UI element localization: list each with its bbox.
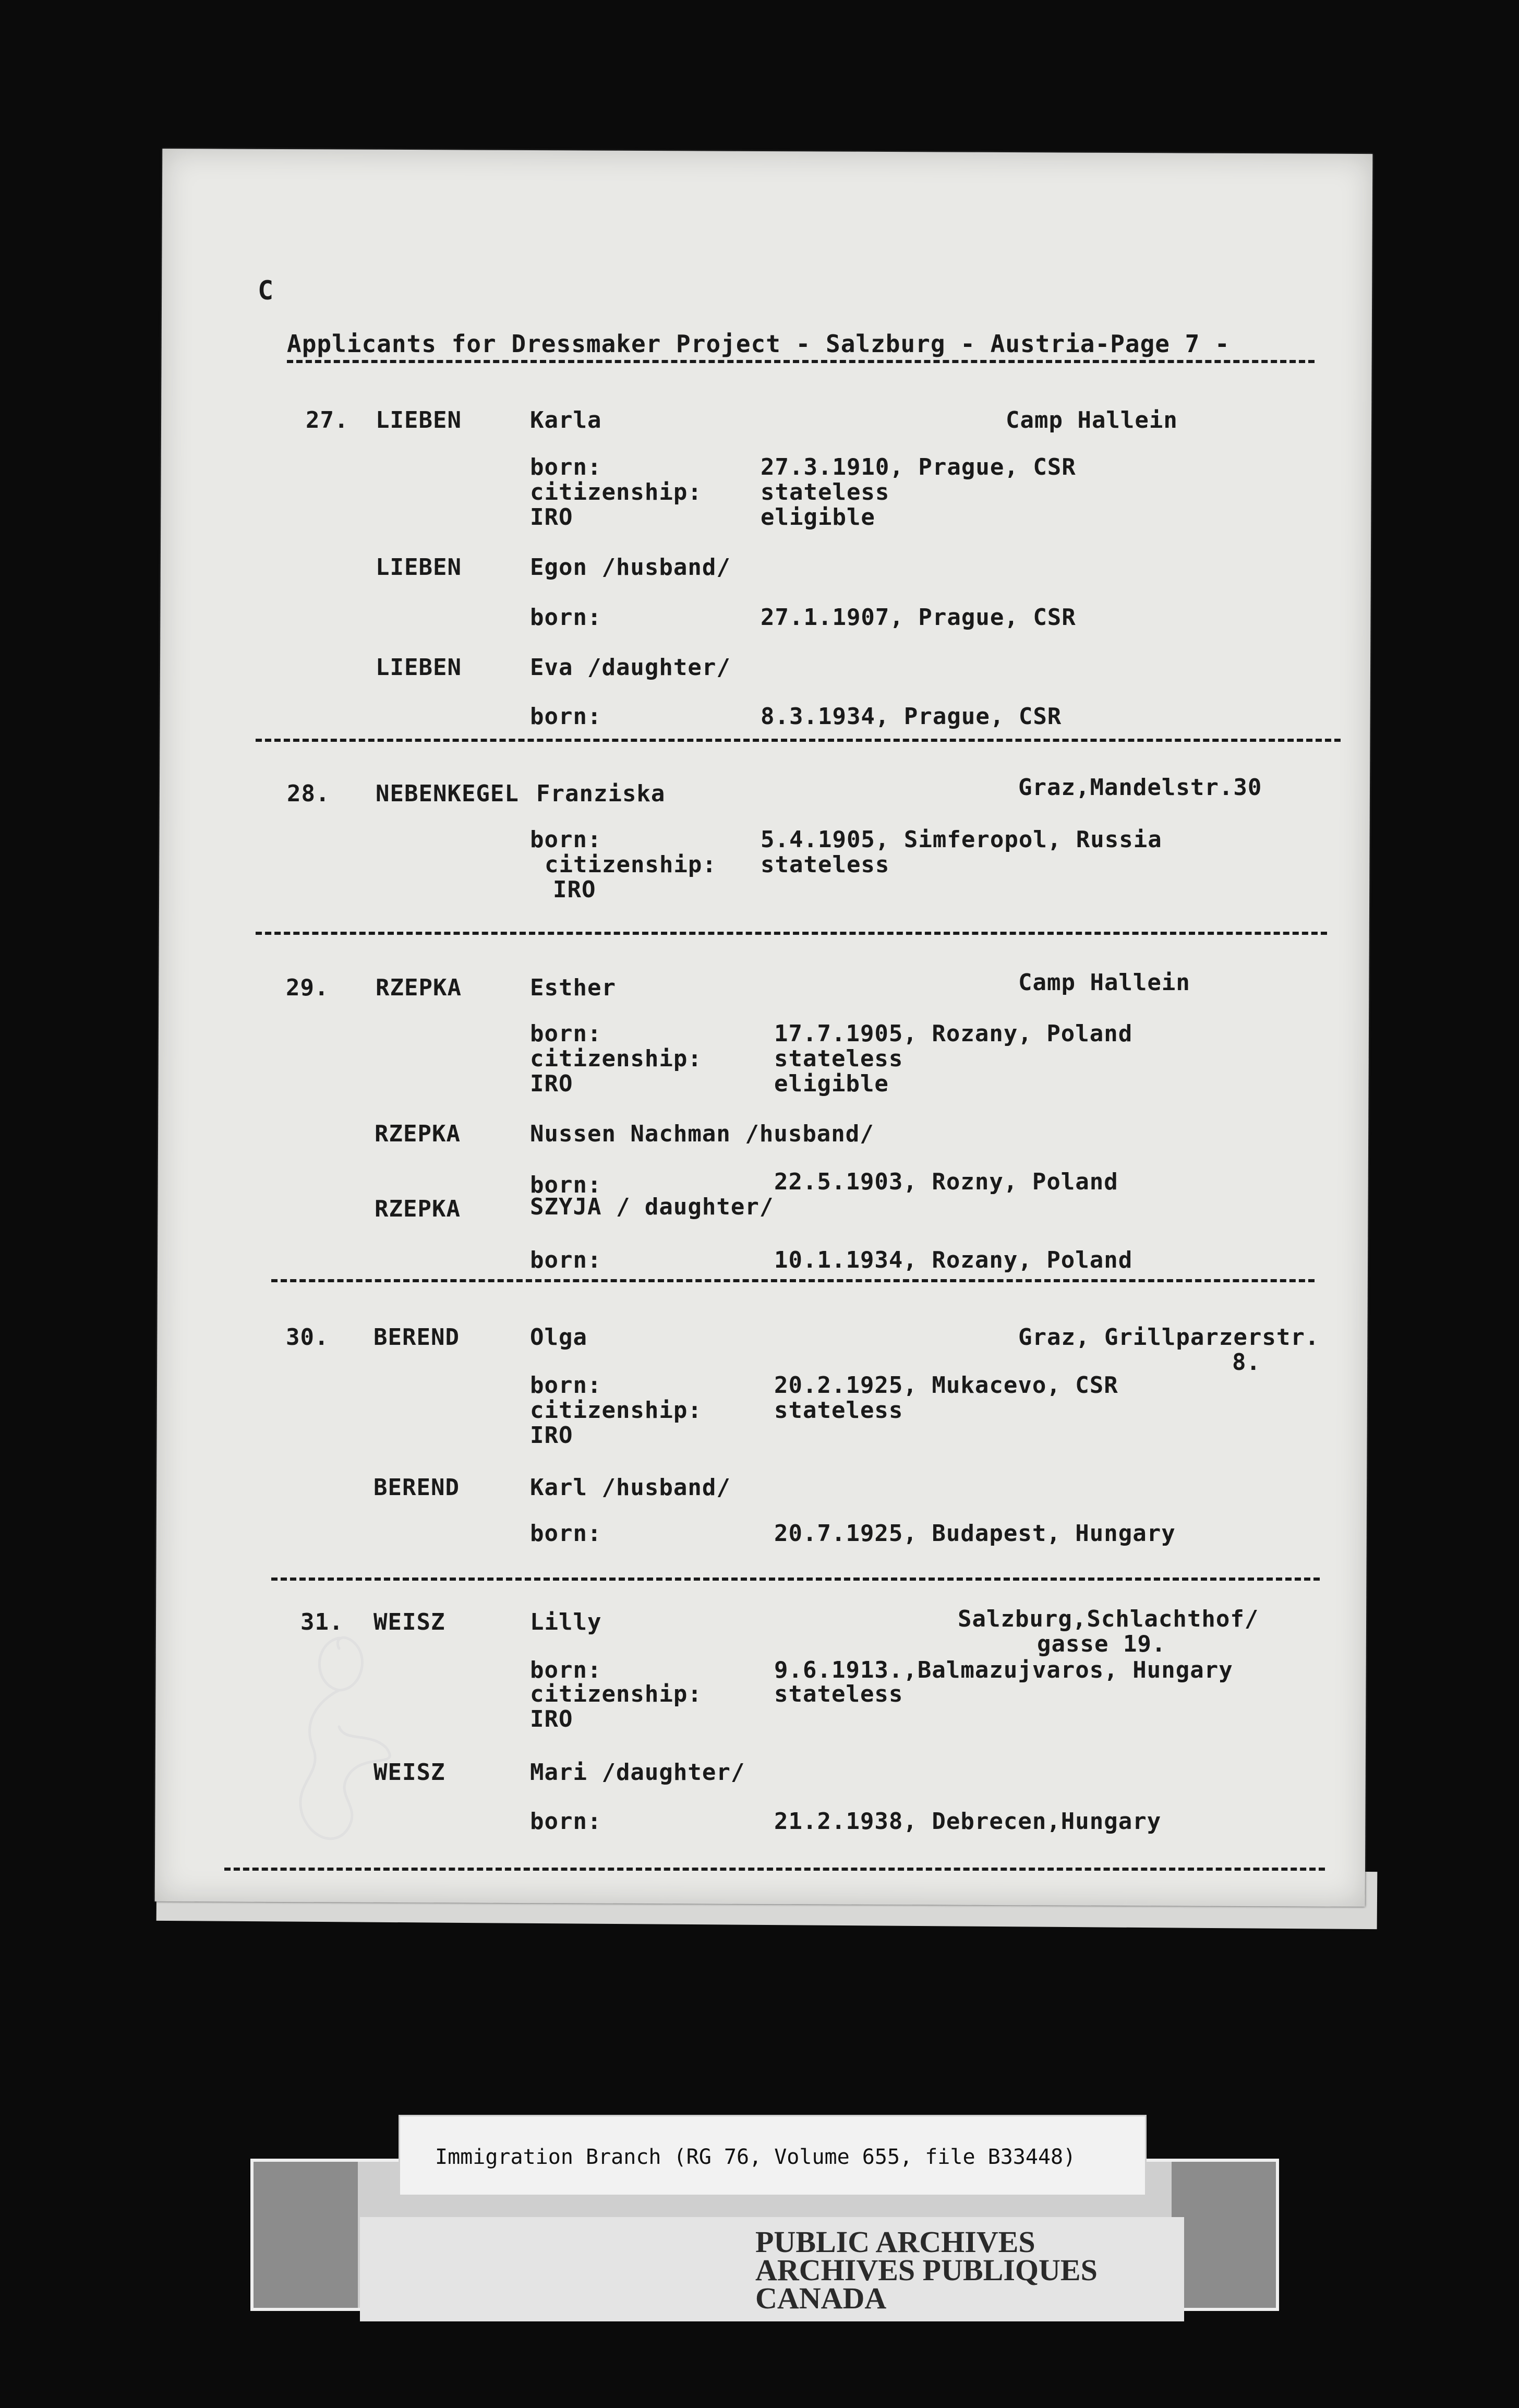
given-name: Lilly [530, 1609, 602, 1635]
born-value: 8.3.1934, Prague, CSR [761, 703, 1062, 730]
family-name: Egon /husband/ [530, 554, 731, 581]
born-label: born: [530, 1172, 602, 1198]
citizenship-label: citizenship: [530, 479, 702, 505]
surname: RZEPKA [376, 974, 462, 1001]
location: Camp Hallein [1018, 969, 1190, 996]
location-continued: gasse 19. [1037, 1631, 1166, 1657]
born-value: 5.4.1905, Simferopol, Russia [761, 826, 1162, 853]
pencil-scribble-mark [282, 1628, 407, 1857]
citizenship-label: citizenship: [530, 1681, 702, 1707]
family-surname: RZEPKA [375, 1196, 461, 1222]
born-label: born: [530, 454, 602, 480]
born-label: born: [530, 1520, 602, 1547]
born-value: 20.2.1925, Mukacevo, CSR [774, 1372, 1118, 1399]
citizenship-value: stateless [774, 1045, 903, 1072]
born-value: 10.1.1934, Rozany, Poland [774, 1247, 1133, 1273]
born-value: 20.7.1925, Budapest, Hungary [774, 1520, 1176, 1547]
citizenship-label: citizenship: [530, 1045, 702, 1072]
entry-number: 29. [286, 974, 329, 1001]
born-value: 21.2.1938, Debrecen,Hungary [774, 1808, 1162, 1835]
citizenship-value: stateless [774, 1397, 903, 1424]
family-surname: LIEBEN [376, 554, 462, 581]
family-surname: LIEBEN [376, 654, 462, 681]
iro-label: IRO [530, 504, 573, 531]
born-value: 27.3.1910, Prague, CSR [761, 454, 1076, 480]
entry-separator [256, 932, 1327, 935]
born-value: 27.1.1907, Prague, CSR [761, 604, 1076, 631]
born-value: 9.6.1913.,Balmazujvaros, Hungary [774, 1657, 1233, 1683]
iro-value: eligible [761, 504, 875, 531]
family-surname: RZEPKA [375, 1121, 461, 1147]
location: Camp Hallein [1006, 407, 1178, 434]
born-value: 22.5.1903, Rozny, Poland [774, 1169, 1118, 1195]
location: Graz, Grillparzerstr. [1018, 1324, 1320, 1351]
entry-separator [224, 1868, 1325, 1871]
iro-label: IRO [530, 1070, 573, 1097]
given-name: Olga [530, 1324, 587, 1351]
entry-separator [271, 1279, 1315, 1282]
entry-number: 31. [300, 1609, 344, 1635]
entry-number: 28. [287, 780, 330, 807]
given-name: Franziska [536, 780, 666, 807]
family-name: Eva /daughter/ [530, 654, 731, 681]
entry-number: 27. [306, 407, 349, 434]
born-label: born: [530, 703, 602, 730]
entry-number: 30. [286, 1324, 329, 1351]
location-continued: 8. [1232, 1349, 1261, 1376]
born-label: born: [530, 604, 602, 631]
family-name: Karl /husband/ [530, 1474, 731, 1501]
strip-right-edge [1172, 2162, 1276, 2308]
citizenship-value: stateless [761, 851, 890, 878]
born-label: born: [530, 826, 602, 853]
iro-value: eligible [774, 1070, 889, 1097]
citizenship-label: citizenship: [545, 851, 717, 878]
iro-label: IRO [530, 1706, 573, 1732]
citizenship-label: citizenship: [530, 1397, 702, 1424]
surname: NEBENKEGEL [376, 780, 519, 807]
entry-separator [256, 739, 1341, 742]
surname: WEISZ [373, 1609, 445, 1635]
archive-reference-text: Immigration Branch (RG 76, Volume 655, file B33448) [435, 2145, 1076, 2169]
born-label: born: [530, 1372, 602, 1399]
given-name: Karla [530, 407, 602, 434]
entry-separator [271, 1578, 1320, 1581]
page-header: Applicants for Dressmaker Project - Salzburg - Austria-Page 7 - [287, 330, 1230, 358]
strip-left-edge [254, 2162, 358, 2308]
born-value: 17.7.1905, Rozany, Poland [774, 1020, 1133, 1047]
born-label: born: [530, 1020, 602, 1047]
header-separator [287, 360, 1315, 363]
family-name: Mari /daughter/ [530, 1759, 745, 1786]
born-label: born: [530, 1247, 602, 1273]
iro-label: IRO [553, 876, 596, 903]
given-name: Esther [530, 974, 616, 1001]
corner-mark: C [258, 275, 274, 306]
location: Salzburg,Schlachthof/ [958, 1606, 1259, 1632]
surname: BEREND [373, 1324, 460, 1351]
family-surname: BEREND [373, 1474, 460, 1501]
surname: LIEBEN [376, 407, 462, 434]
citizenship-value: stateless [761, 479, 890, 505]
family-name: Nussen Nachman /husband/ [530, 1121, 874, 1147]
citizenship-value: stateless [774, 1681, 903, 1707]
location: Graz,Mandelstr.30 [1018, 774, 1262, 801]
iro-label: IRO [530, 1422, 573, 1449]
family-surname: WEISZ [373, 1759, 445, 1786]
family-name: SZYJA / daughter/ [530, 1194, 774, 1220]
born-label: born: [530, 1808, 602, 1835]
born-label: born: [530, 1657, 602, 1683]
